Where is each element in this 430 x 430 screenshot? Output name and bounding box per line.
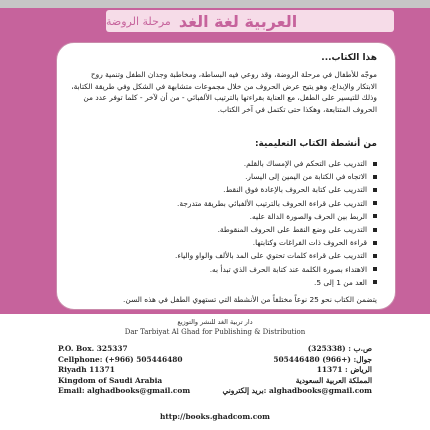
list-item: التدريب على كتابة الحروف بالإعادة فوق النقط. (71, 183, 377, 196)
square-bullet-icon (373, 188, 377, 192)
list-item: الاهتداء بصورة الكلمة عند كتابة الحرف الذي تبدأ به. (71, 263, 377, 276)
email-ar[interactable]: alghadbooks@gmail.com :بريد إلكتروني (222, 386, 372, 396)
contact-english (58, 344, 208, 397)
city-en: Riyadh 11371 (58, 365, 115, 375)
square-bullet-icon (373, 201, 377, 205)
title-banner (106, 10, 394, 32)
list-item: قراءة الحروف ذات الفراغات وكتابتها. (71, 236, 377, 249)
square-bullet-icon (373, 241, 377, 245)
list-item: الاتجاه في الكتابة من اليمين إلى اليسار. (71, 170, 377, 183)
country-en: Kingdom of Saudi Arabia (58, 375, 163, 385)
list-item: التدريب على التحكم في الإمساك بالقلم. (71, 157, 377, 170)
closing-note: يتضمن الكتاب نحو 25 نوعاً مختلفاً من الأنشطة التي تستهوي الطفل في هذه السن. (123, 295, 377, 304)
top-gray-band (0, 0, 430, 8)
city-ar: الرياض : 11371 (316, 365, 372, 375)
list-item: الربط بين الحرف والصورة الدالة عليه. (71, 210, 377, 223)
pobox-ar: ص.ب : (325338) (307, 344, 372, 353)
cellphone-ar: جوال: (+966) 505446480 (273, 354, 372, 364)
website-link[interactable]: http://books.ghadcom.com (160, 412, 270, 421)
list-item: العد من 1 إلى 5. (71, 276, 377, 289)
square-bullet-icon (373, 267, 377, 271)
about-paragraph: موجّه للأطفال في مرحلة الروضة، وقد روعي فيه البساطة، ومخاطبة وجدان الطفل وتنمية روح الابتكار والإبداع، وهو يتيح عرض الحروف من خلال مجموعات متشابهة في الشكل وفي طريقة الكتابة، وذلك للتيسير على الطفل، مع العناية بقراءتها بالترتيب الألفبائي - من أن لآخر - كلما توفر عدد من الحروف المتتابعة، وهكذا حتى تكتمل في آخر الكتاب. (71, 70, 377, 114)
square-bullet-icon (373, 280, 377, 284)
cellphone-en: Cellphone: (+966) 505446480 (58, 354, 183, 364)
pobox-en: P.O. Box. 325337 (58, 344, 128, 353)
list-item: التدريب على وضع النقط على الحروف المنقوطة. (71, 223, 377, 236)
description-card (56, 42, 396, 310)
publisher-name-arabic: دار تربية الغد للنشر والتوزيع (177, 318, 253, 326)
activities-heading: من أنشطة الكتاب التعليمية: (254, 139, 377, 149)
square-bullet-icon (373, 214, 377, 218)
publisher-block (0, 318, 430, 337)
book-title: العربية لغة الغد (178, 11, 298, 31)
activities-list (71, 157, 377, 289)
book-stage: مرحلة الروضة (106, 14, 171, 28)
square-bullet-icon (373, 175, 377, 179)
publisher-name-english: Dar Tarbiyat Al Ghad for Publishing & Distribution (124, 328, 306, 336)
about-heading: هذا الكتاب... (321, 53, 377, 63)
square-bullet-icon (373, 254, 377, 258)
square-bullet-icon (373, 162, 377, 166)
email-en[interactable]: Email: alghadbooks@gmail.com (58, 386, 191, 396)
list-item: التدريب على قراءة الحروف بالترتيب الألفبائي بطريقة متدرجة. (71, 197, 377, 210)
country-ar: المملكة العربية السعودية (295, 375, 372, 385)
contact-arabic (212, 344, 372, 397)
square-bullet-icon (373, 228, 377, 232)
list-item: التدريب على قراءة كلمات تحتوي على المد بالألف والواو والياء. (71, 249, 377, 262)
